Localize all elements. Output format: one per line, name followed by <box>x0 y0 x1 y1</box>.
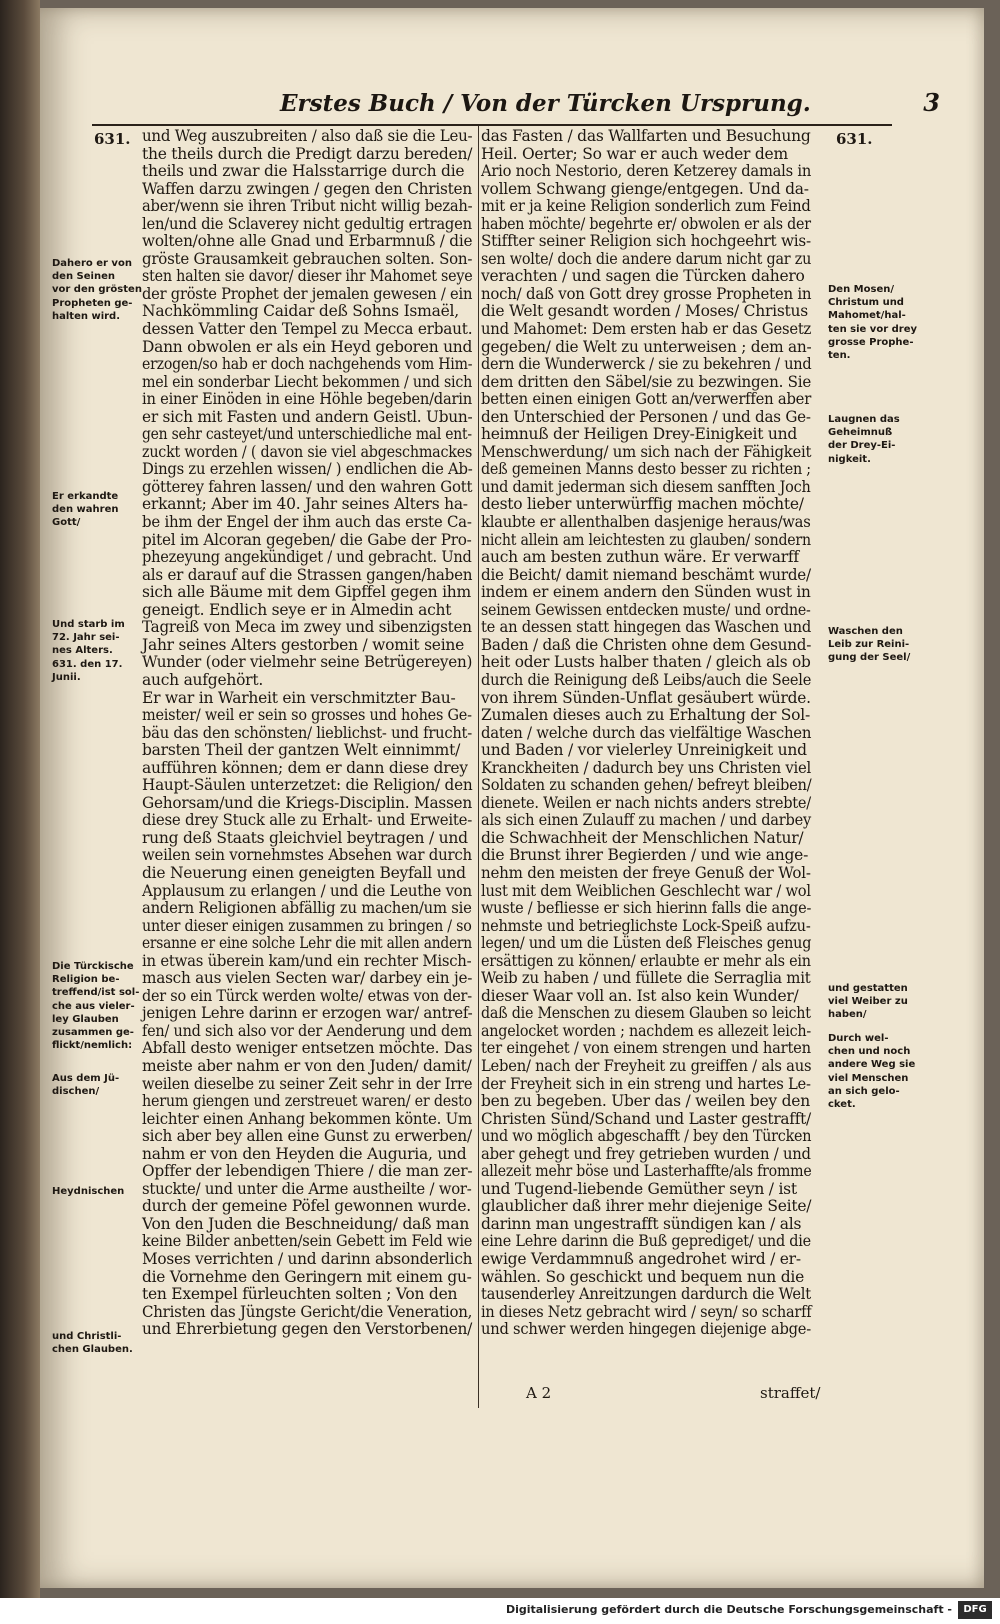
text-line: wuste / befliesse er sich hierinn falls die ange- <box>481 899 812 918</box>
text-line: geneigt. Endlich seye er in Almedin acht <box>142 600 452 619</box>
text-line: gegeben/ die Welt zu unterweisen ; dem an- <box>481 337 812 356</box>
text-line: tausenderley Anreitzungen dardurch die Welt <box>481 1285 811 1304</box>
text-line: Abfall desto weniger entsetzen möchte. Das <box>142 1039 473 1058</box>
running-title: Erstes Buch / Von der Türcken Ursprung. <box>280 90 811 117</box>
text-line: klaubte er allenthalben dasjenige heraus/was <box>481 513 811 532</box>
text-line: leichter einen Anhang bekommen könte. Um <box>142 1109 472 1128</box>
page-number: 3 <box>923 88 940 117</box>
text-line: sen wolte/ doch die andere darum nicht gar zu <box>481 249 812 268</box>
text-line: barsten Theil der gantzen Welt einnimmt/ <box>142 741 461 760</box>
signature-mark: A 2 <box>526 1384 552 1402</box>
text-line: Christen das Jüngste Gericht/die Veneration, <box>142 1302 473 1321</box>
margin-note-line: treffend/ist sol- <box>52 987 140 999</box>
text-line: jenigen Lehre darinn er erzogen war/ antref- <box>142 1004 473 1023</box>
text-line: Moses verrichten / und darinn absonderlich <box>142 1250 473 1268</box>
margin-note-line: Und starb im <box>52 619 125 630</box>
text-line: Er war in Warheit ein verschmitzter Bau- <box>142 688 456 707</box>
text-line: heimnuß der Heiligen Drey-Einigkeit und <box>481 425 798 444</box>
text-line: Christen Sünd/Schand und Laster gestrafft/ <box>481 1109 811 1128</box>
text-line: diese drey Stuck alle zu Erhalt- und Erweite- <box>142 811 473 830</box>
year-left: 631. <box>94 130 131 148</box>
left-text-column <box>142 127 473 1339</box>
text-line: erzogen/so hab er doch nachgehends vom Him- <box>142 355 473 374</box>
text-line: weilen sein vornehmstes Absehen war durch <box>142 846 472 865</box>
text-line: gröste Grausamkeit gebrauchen solten. Son- <box>142 249 473 268</box>
margin-note-line: ley Glauben <box>52 1013 119 1025</box>
margin-note-line: Aus dem Jü- <box>52 1073 120 1084</box>
margin-note-line: 631. den 17. <box>52 658 123 670</box>
text-line: den Unterschied der Personen / und das Ge- <box>481 407 811 426</box>
text-line: als sich einen Zulauff zu machen / und darbey <box>481 811 811 830</box>
text-line: in dieses Netz gebracht wird / seyn/ so scharff <box>481 1302 812 1321</box>
margin-note-line: gung der Seel/ <box>828 652 911 664</box>
margin-note-line: an sich gelo- <box>828 1085 900 1097</box>
text-line: sten halten sie davor/ dieser ihr Mahomet seye <box>142 267 473 286</box>
margin-note-line: haben/ <box>828 1009 867 1021</box>
margin-note-line: Heydnischen <box>52 1186 125 1197</box>
text-line: ben zu begeben. Uber das / weilen bey den <box>481 1092 810 1111</box>
margin-note-line: den wahren <box>52 504 119 516</box>
text-line: sich alle Bäume mit dem Gipffel gegen ihm <box>142 583 471 602</box>
text-line: meiste aber nahm er von den Juden/ damit/ <box>142 1056 472 1075</box>
text-line: ten Exempel fürleuchten solten ; Von den <box>142 1285 458 1304</box>
text-line: Haupt-Säulen unterzetzet: die Religion/ den <box>142 776 473 795</box>
text-line: Wunder (oder vielmehr seine Betrügereyen) <box>142 653 473 672</box>
text-line: die Vornehme den Geringern mit einem gu- <box>142 1267 472 1286</box>
margin-note-line: cket. <box>828 1098 856 1110</box>
text-line: eine Lehre darinn die Buß geprediget/ und die <box>481 1232 811 1251</box>
margin-note-line: Die Türckische <box>52 961 134 972</box>
text-line: in etwas überein kam/und ein rechter Misch- <box>142 951 472 970</box>
text-line: legen/ und um die Lüsten deß Fleisches genug <box>481 934 812 953</box>
margin-note <box>52 1330 133 1356</box>
margin-note-line: Waschen den <box>828 626 903 637</box>
text-line: und Baden / vor vielerley Unreinigkeit und <box>481 741 807 760</box>
running-header <box>250 88 940 122</box>
margin-note <box>52 960 139 1052</box>
text-line: Opffer der lebendigen Thiere / die man zer- <box>142 1162 473 1181</box>
margin-note-line: Dahero er von <box>52 258 132 269</box>
text-line: aber/wenn sie ihren Tribut nicht willig bezah- <box>142 197 473 216</box>
margin-note-line: Er erkandte <box>52 491 119 502</box>
text-line: wählen. So geschickt und bequem nun die <box>481 1267 805 1286</box>
margin-note <box>828 283 917 362</box>
text-line: seinem Gewissen entdecken muste/ und ordne- <box>481 600 811 619</box>
text-line: Dann obwolen er als ein Heyd geboren und <box>142 337 473 356</box>
margin-note-line: viel Menschen <box>828 1072 909 1084</box>
margin-note-line: Gott/ <box>52 517 81 529</box>
text-line: ersättigen zu können/ erlaubte er mehr als ein <box>481 951 811 970</box>
header-rule <box>92 124 892 126</box>
text-line: das Fasten / das Wallfarten und Besuchung <box>481 127 811 145</box>
margin-note-line: der Drey-Ei- <box>828 440 896 452</box>
text-line: Dings zu erzehlen wissen/ ) endlichen die Ab- <box>142 460 473 479</box>
text-line: Gehorsam/und die Kriegs-Disciplin. Massen <box>142 793 472 812</box>
text-line: die Welt gesandt worden / Moses/ Christus <box>481 302 808 321</box>
footer-credit: Digitalisierung gefördert durch die Deutsche Forschungsgemeinschaft - <box>505 1603 952 1616</box>
text-line: auch aufgehört. <box>142 670 263 689</box>
text-line: und schwer werden hingegen diejenige abge- <box>481 1320 811 1339</box>
text-line: Heil. Oerter; So war er auch weder dem <box>481 144 788 163</box>
text-line: aufführen können; dem er dann diese drey <box>142 758 468 777</box>
text-line: und Ehrerbietung gegen den Verstorbenen/ <box>142 1320 473 1339</box>
margin-note-line: viel Weiber zu <box>828 996 908 1008</box>
margin-note-line: Den Mosen/ <box>828 284 895 295</box>
margin-note-line: nigkeit. <box>828 453 871 465</box>
margin-note <box>52 1185 124 1198</box>
text-line: angelocket worden ; nachdem es allezeit leich- <box>481 1021 811 1040</box>
text-line: dessen Vatter den Tempel zu Mecca erbaut. <box>142 320 473 339</box>
margin-note-line: Propheten ge- <box>52 297 133 309</box>
book-binding <box>0 0 40 1600</box>
margin-note-line: ten. <box>828 349 851 361</box>
margin-note-line: 72. Jahr sei- <box>52 632 120 644</box>
margin-note <box>828 625 910 665</box>
text-line: Leben/ nach der Freyheit zu greiffen / als aus <box>481 1056 812 1075</box>
year-right: 631. <box>836 130 873 148</box>
text-line: pitel im Alcoran gegeben/ die Gabe der Pro- <box>142 530 472 549</box>
text-line: Tagreiß von Meca im zwey und sibenzigsten <box>142 618 472 637</box>
text-line: Nachkömmling Caidar deß Sohns Ismaël, <box>142 302 459 321</box>
margin-note-line: Geheimnuß <box>828 427 893 439</box>
text-line: heit oder Lusts halber thaten / gleich als ob <box>481 653 811 672</box>
text-line: der gröste Prophet der jemalen gewesen / ein <box>142 284 473 303</box>
text-line: durch die Reinigung deß Leibs/auch die Seele <box>481 670 812 689</box>
text-line: die Schwachheit der Menschlichen Natur/ <box>481 828 804 847</box>
margin-note <box>52 490 118 530</box>
text-line: und Tugend-liebende Gemüther seyn / ist <box>481 1179 797 1198</box>
text-line: andern Religionen abfällig zu machen/um sie <box>142 899 472 918</box>
margin-note <box>828 1032 915 1111</box>
text-line: zuckt worden / ( davon sie viel abgeschmackes <box>142 442 473 461</box>
margin-note-line: Laugnen das <box>828 414 900 425</box>
text-line: Zumalen dieses auch zu Erhaltung der Sol- <box>481 706 810 725</box>
text-line: daß die Menschen zu diesem Glauben so leicht <box>481 1004 811 1023</box>
margin-note-line: den Seinen <box>52 271 115 283</box>
text-line: deß gemeinen Manns desto besser zu richten ; <box>481 460 811 479</box>
text-line: nicht allein am leichtesten zu glauben/ sondern <box>481 530 811 549</box>
text-line: die Neuerung einen geneigten Beyfall und <box>142 863 466 882</box>
margin-note-line: halten wird. <box>52 310 121 322</box>
text-line: be ihm der Engel der ihm auch das erste Ca- <box>142 513 472 532</box>
text-line: rung deß Staats gleichviel beytragen / und <box>142 828 468 847</box>
column-divider <box>478 126 479 1408</box>
text-line: Menschwerdung/ um sich nach der Fähigkeit <box>481 442 812 461</box>
text-line: phezeyung angekündiget / und gebracht. Und <box>142 548 472 567</box>
text-line: ewige Verdammnuß angedrohet wird / er- <box>481 1250 801 1268</box>
text-line: keine Bilder anbetten/sein Gebett im Feld wie <box>142 1232 473 1251</box>
text-line: herum giengen und zerstreuet waren/ er desto <box>142 1092 473 1111</box>
text-line: ter eingehet / von einem strengen und harten <box>481 1039 811 1058</box>
text-line: verachten / und sagen die Türcken dahero <box>481 267 805 286</box>
text-line: und wo möglich abgeschafft / bey den Türcken <box>481 1127 812 1146</box>
text-line: ersanne er eine solche Lehr die mit allen andern <box>142 934 472 953</box>
text-line: aber gehegt und frey getrieben wurden / und <box>481 1144 811 1163</box>
text-line: in einer Einöden in eine Höhle begeben/darin <box>142 390 472 409</box>
margin-note-line: zusammen ge- <box>52 1026 134 1038</box>
margin-note-line: Christum und <box>828 297 904 309</box>
text-line: die Brunst ihrer Begierden / und wie ange- <box>481 846 809 865</box>
text-line: allezeit mehr böse und Lasterhaffte/als fromme <box>481 1162 812 1181</box>
text-line: Stiffter seiner Religion sich hochgeehrt wis- <box>481 232 811 251</box>
text-line: glaublicher daß ihrer mehr diejenige Seite/ <box>481 1197 812 1216</box>
text-line: Baden / daß die Christen ohne dem Gesund- <box>481 635 812 654</box>
margin-note <box>52 1072 119 1098</box>
text-line: darinn man ungestrafft sündigen kan / als <box>481 1214 802 1233</box>
text-line: die Beicht/ damit niemand beschämt wurde/ <box>481 565 811 584</box>
text-line: er sich mit Fasten und andern Geistl. Ubun- <box>142 407 473 426</box>
text-line: theils und zwar die Halsstarrige durch die <box>142 162 465 181</box>
text-line: nehmste und betrieglichste Lock-Speiß aufzu- <box>481 916 811 935</box>
margin-note-line: flickt/nemlich: <box>52 1040 133 1052</box>
text-line: unter dieser einigen zusammen zu bringen / so <box>142 916 472 935</box>
margin-note-line: Religion be- <box>52 974 120 986</box>
text-line: Soldaten zu schanden gehen/ befreyt bleiben/ <box>481 776 812 795</box>
margin-note-line: andere Weg sie <box>828 1059 916 1071</box>
text-line: noch/ daß von Gott drey grosse Propheten in <box>481 284 812 303</box>
text-line: haben möchte/ begehrte er/ obwolen er als der <box>481 214 811 233</box>
text-line: bäu das den schönsten/ lieblichst- und frucht- <box>142 723 472 742</box>
margin-note-line: dischen/ <box>52 1086 100 1098</box>
margin-note-line: und Christli- <box>52 1331 122 1342</box>
text-line: erkannt; Aber im 40. Jahr seines Alters ha- <box>142 495 468 514</box>
text-line: stuckte/ und unter die Arme austheilte / wor- <box>142 1179 472 1198</box>
text-line: nehm den meisten der freye Genuß der Wol- <box>481 863 811 882</box>
text-line: dem dritten den Säbel/sie zu bezwingen. Sie <box>481 372 812 391</box>
text-line: dienete. Weilen er nach nichts anders strebte/ <box>481 793 811 812</box>
dfg-logo: DFG <box>958 1601 992 1619</box>
text-line: Kranckheiten / dadurch bey uns Christen viel <box>481 758 811 777</box>
margin-note-line: Durch wel- <box>828 1033 889 1044</box>
text-line: nahm er von den Heyden die Auguria, und <box>142 1144 467 1163</box>
text-line: masch aus vielen Secten war/ darbey ein je- <box>142 969 473 988</box>
margin-note-line: chen Glauben. <box>52 1344 133 1356</box>
text-line: te an dessen statt hingegen das Waschen und <box>481 618 812 637</box>
margin-note-line: grosse Prophe- <box>828 336 914 348</box>
text-line: gen sehr casteyet/und unterschiedliche mal ent- <box>142 425 472 444</box>
text-line: wolten/ohne alle Gnad und Erbarmnuß / die <box>142 232 473 251</box>
margin-note-line: und gestatten <box>828 983 908 994</box>
right-text-column <box>481 127 812 1339</box>
margin-note-line: che aus vieler- <box>52 1000 135 1012</box>
text-line: Weib zu haben / und füllete die Serraglia mit <box>481 969 811 988</box>
text-line: sich aber bey allen eine Gunst zu erwerben/ <box>142 1127 472 1146</box>
text-line: der Freyheit sich in ein streng und hartes Le- <box>481 1074 811 1093</box>
text-line: fen/ und sich also vor der Aenderung und dem <box>142 1021 472 1040</box>
text-line: vollem Schwang gienge/entgegen. Und da- <box>481 179 809 198</box>
margin-note-line: nes Alters. <box>52 645 113 657</box>
text-line: dern die Wunderwerck / sie zu bekehren / und <box>481 355 812 374</box>
text-line: mel ein sonderbar Liecht bekommen / und sich <box>142 372 473 391</box>
text-line: götterey fahren lassen/ und den wahren Gott <box>142 477 473 496</box>
catchword: straffet/ <box>760 1384 821 1402</box>
margin-note-line: chen und noch <box>828 1046 911 1058</box>
text-line: von ihrem Sünden-Unflat gesäubert würde. <box>481 688 811 707</box>
text-line: und damit jederman sich diesem sanfften Joch <box>481 477 811 496</box>
text-line: und Mahomet: Dem ersten hab er das Gesetz <box>481 320 812 339</box>
text-line: mit er ja keine Religion sonderlich zum Feind <box>481 197 811 216</box>
text-line: meister/ weil er sein so grosses und hohes Ge- <box>142 706 472 725</box>
text-line: weilen dieselbe zu seiner Zeit sehr in der Irre <box>142 1074 473 1093</box>
margin-note-line: Junii. <box>52 671 81 683</box>
margin-note-line: ten sie vor drey <box>828 323 917 335</box>
text-line: desto lieber unterwürffig machen möchte/ <box>481 495 804 514</box>
margin-note-line: vor den grösten <box>52 284 142 296</box>
text-line: Von den Juden die Beschneidung/ daß man <box>142 1214 470 1233</box>
text-line: durch der gemeine Pöfel gewonnen wurde. <box>142 1197 471 1216</box>
text-line: Jahr seines Alters gestorben / womit seine <box>142 635 465 654</box>
text-line: auch am besten zuthun wäre. Er verwarff <box>481 548 799 567</box>
text-line: der so ein Türck werden wolte/ etwas von der- <box>142 986 472 1005</box>
text-line: als er darauf auf die Strassen gangen/haben <box>142 565 473 584</box>
text-line: len/und die Sclaverey nicht gedultig ertragen <box>142 214 472 233</box>
margin-note <box>828 982 908 1022</box>
margin-note-line: Mahomet/hal- <box>828 310 906 322</box>
text-line: Ario noch Nestorio, deren Ketzerey damals in <box>481 162 812 181</box>
margin-note <box>52 618 125 684</box>
text-line: lust mit dem Weiblichen Geschlecht war / wol <box>481 881 811 900</box>
text-line: dieser Waar voll an. Ist also kein Wunder/ <box>481 986 799 1005</box>
text-line: the theils durch die Predigt darzu bereden/ <box>142 144 473 163</box>
text-line: Applausum zu erlangen / und die Leuthe von <box>142 881 472 900</box>
text-line: betten einen einigen Gott an/verwerffen aber <box>481 390 812 409</box>
margin-note-line: Leib zur Reini- <box>828 639 910 651</box>
text-line: indem er einem andern den Sünden wust in <box>481 583 811 602</box>
text-line: und Weg auszubreiten / also daß sie die Leu- <box>142 127 473 145</box>
margin-note <box>828 413 900 466</box>
text-line: daten / welche durch das vielfältige Waschen <box>481 723 812 742</box>
margin-note <box>52 257 142 323</box>
text-line: Waffen darzu zwingen / gegen den Christen <box>142 179 472 198</box>
